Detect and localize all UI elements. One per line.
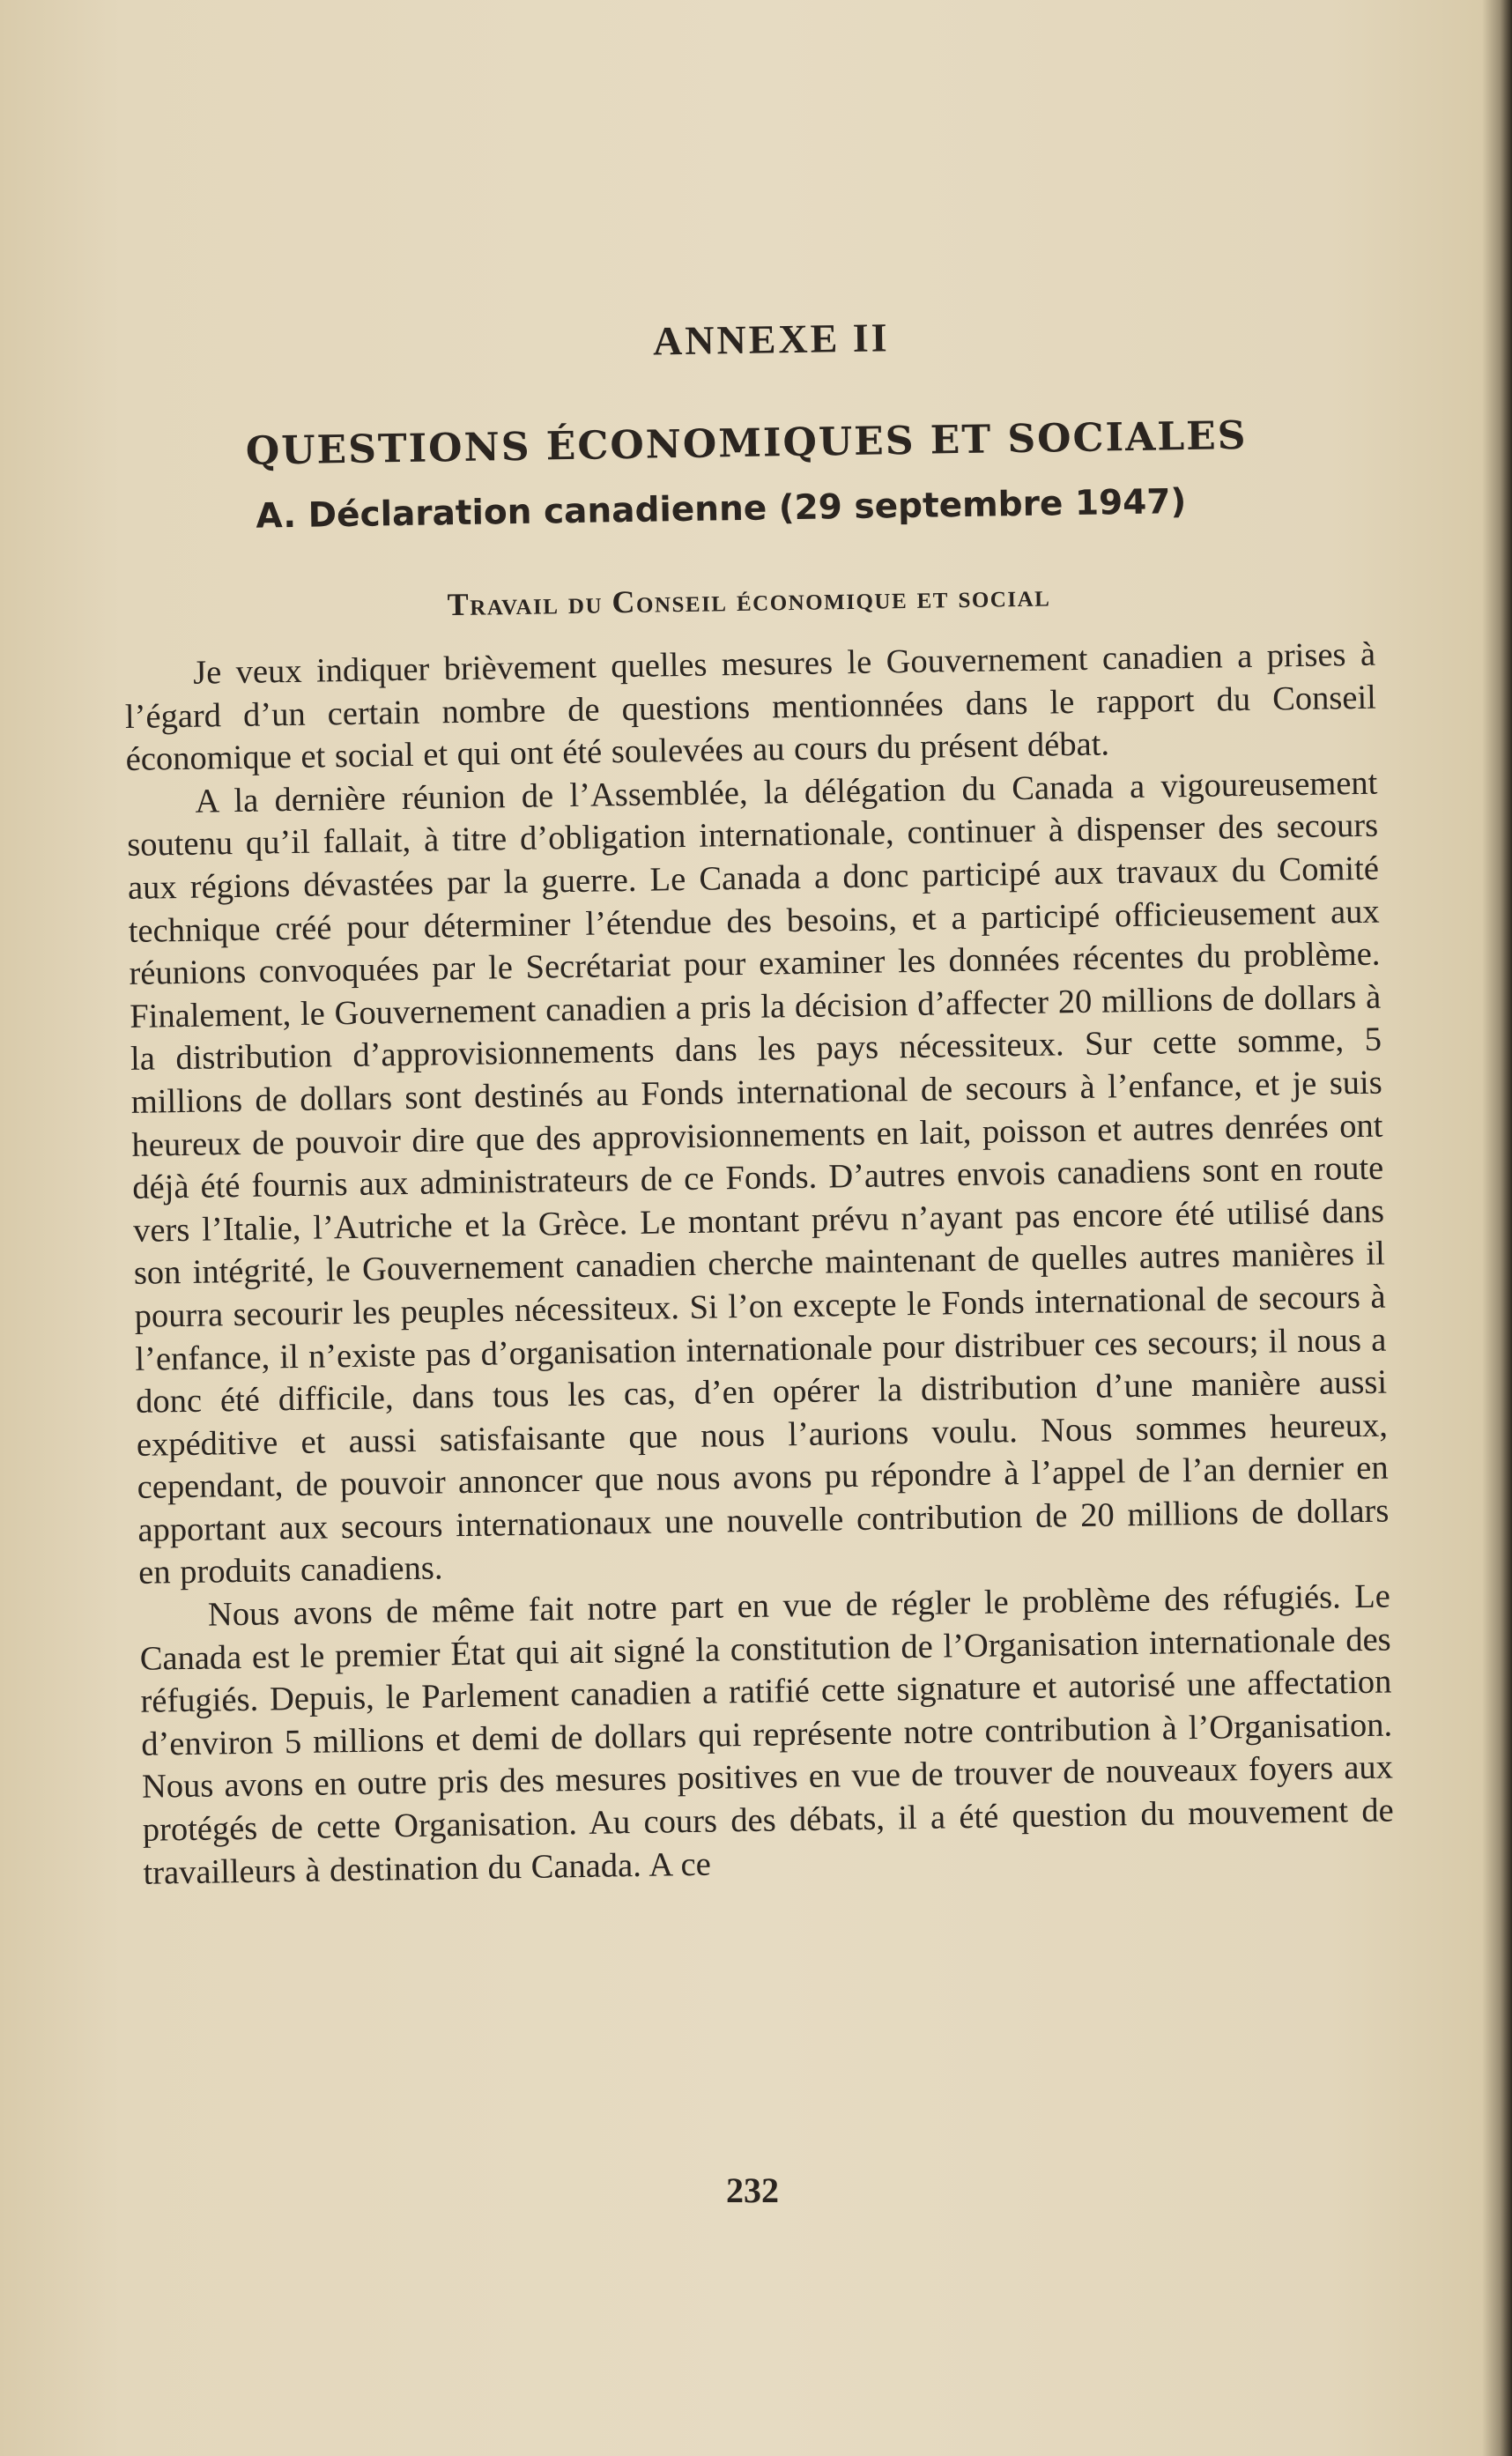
- subsection-heading: Travail du Conseil économique et social: [447, 577, 1051, 623]
- page-number: 232: [726, 2170, 779, 2210]
- section-title: QUESTIONS ÉCONOMIQUES ET SOCIALES: [245, 412, 1248, 474]
- binding-edge-shadow: [1482, 0, 1512, 2456]
- body-paragraph-1: Je veux indiquer brièvement quelles mesures le Gouvernement canadien a prises à l’égard d’un certain nombre de questions mentionnées dans le rapport du Conseil économique et social et qui ont été soulevées au cours du présent débat.: [124, 635, 1377, 779]
- page-content: [119, 307, 1395, 1895]
- annex-heading: ANNEXE II: [652, 315, 890, 364]
- declaration-subtitle: A. Déclaration canadienne (29 septembre 1947): [256, 482, 1187, 537]
- body-paragraph-2: A la dernière réunion de l’Assemblée, la délégation du Canada a vigoureusement soutenu qu’il fallait, à titre d’obligation internationale, continuer à dispenser des secours aux régions dévastées par la guerre. Le Canada a donc participé aux travaux du Comité technique créé pour déterminer l’étendue des besoins, et a participé officieusement aux réunions convoquées par le Secrétariat pour examiner les données récentes du problème. Finalement, le Gouvernement canadien a pris la décision d’affecter 20 millions de dollars à la distribution d’approvisionnements dans les pays nécessiteux. Sur cette somme, 5 millions de dollars sont destinés au Fonds international de secours à l’enfance, et je suis heureux de pouvoir dire que des approvisionnements en lait, poisson et autres denrées ont déjà été fournis aux administrateurs de ce Fonds. D’autres envois canadiens sont en route vers l’Italie, l’Autriche et la Grèce. Le montant prévu n’ayant pas encore été utilisé dans son intégrité, le Gouvernement canadien cherche maintenant de quelles autres manières il pourra secourir les peuples nécessiteux. Si l’on excepte le Fonds international de secours à l’enfance, il n’existe pas d’organisation internationale pour distribuer ces secours; il nous a donc été difficile, dans tous les cas, d’en opérer la distribution d’une manière aussi expéditive et aussi satisfaisante que nous l’aurions voulu. Nous sommes heureux, cependant, de pouvoir annoncer que nous avons pu répondre à l’appel de l’an dernier en apportant aux secours internationaux une nouvelle contribution de 20 millions de dollars en produits canadiens.: [126, 764, 1390, 1592]
- body-paragraph-3: Nous avons de même fait notre part en vue de régler le problème des réfugiés. Le Canada est le premier État qui ait signé la constitution de l’Organisation internationale des réfugiés. Depuis, le Parlement canadien a ratifié cette signature et autorisé une affectation d’environ 5 millions et demi de dollars qui représente notre contribution à l’Organisation. Nous avons en outre pris des mesures positives en vue de trouver de nouveaux foyers aux protégés de cette Organisation. Au cours des débats, il a été question du mouvement de travailleurs à destination du Canada. A ce: [139, 1577, 1394, 1892]
